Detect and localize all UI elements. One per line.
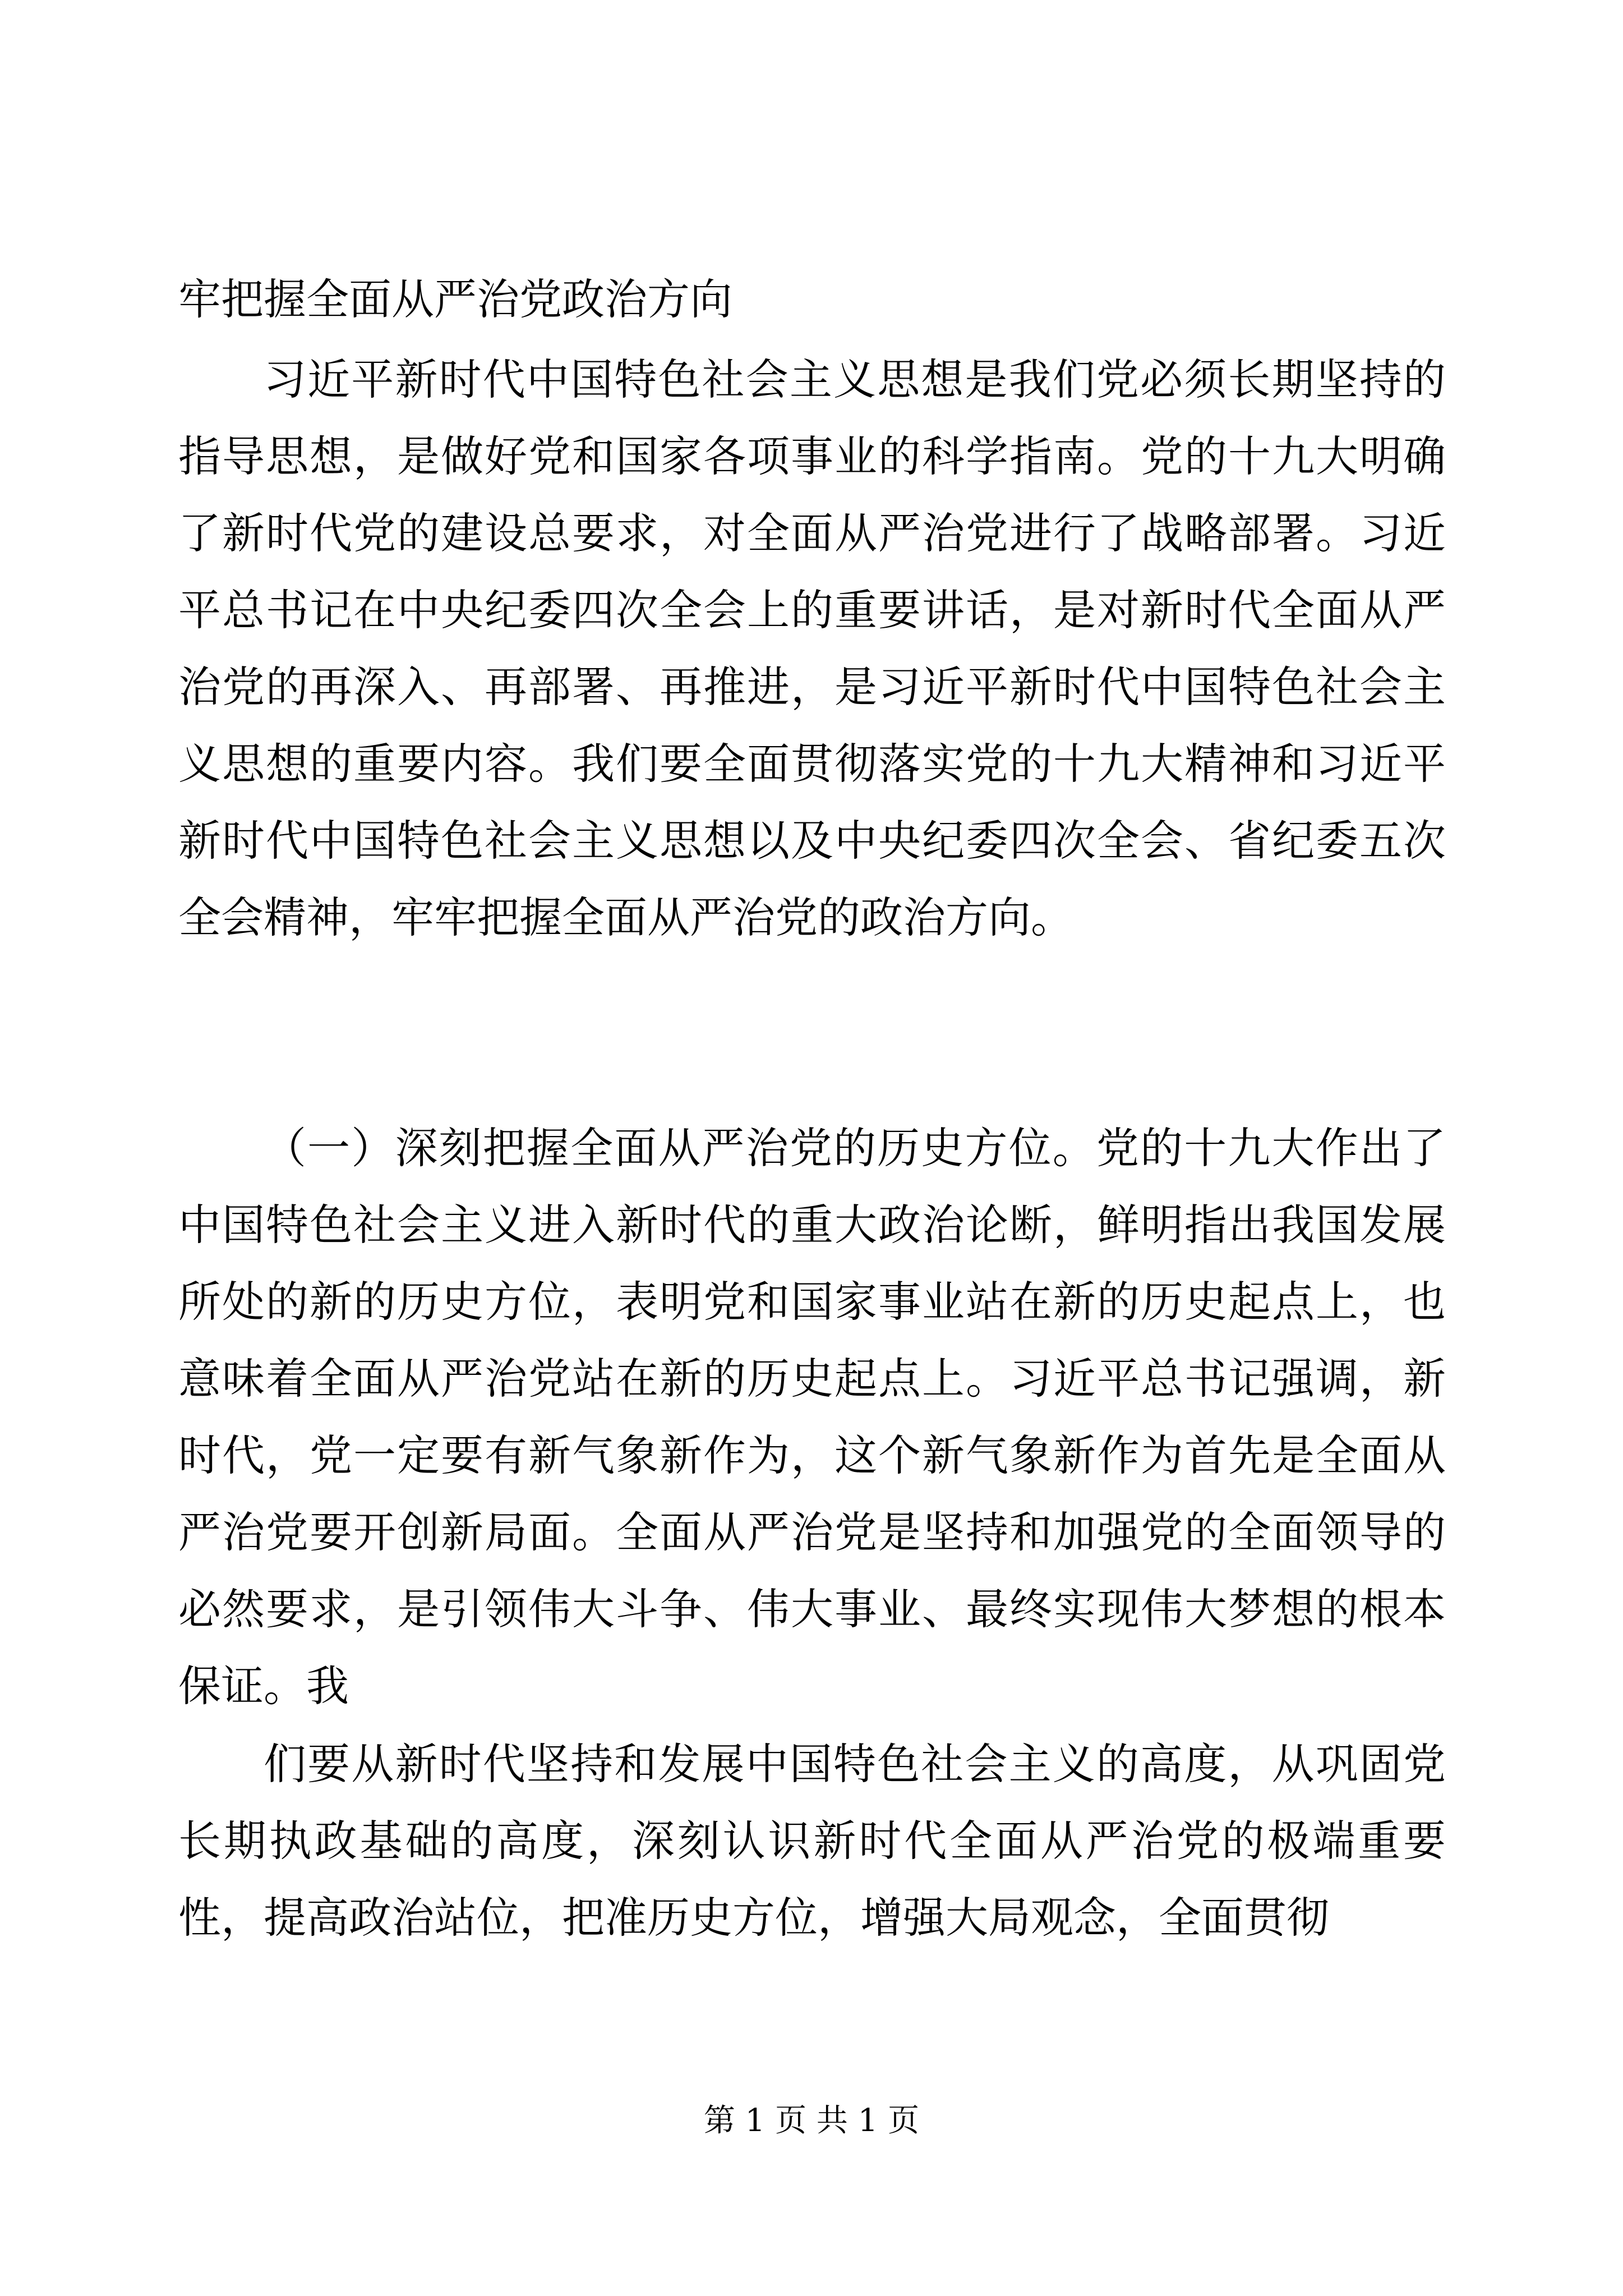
document-title: 牢把握全面从严治党政治方向 [178,274,732,324]
page-number-footer: 第 1 页 共 1 页 [703,2102,920,2139]
body-paragraph: （一）深刻把握全面从严治党的历史方位。党的十九大作出了中国特色社会主义进入新时代的重大政治论断，鲜明指出我国发展所处的新的历史方位，表明党和国家事业站在新的历史起点上，也意味着全面从严治党站在新的历史起点上。习近平总书记强调，新时代，党一定要有新气象新作为，这个新气象新作为首先是全面从严治党要开创新局面。全面从严治党是坚持和加强党的全面领导的必然要求，是引领伟大斗争、伟大事业、最终实现伟大梦想的根本保证。我 [178,1123,1446,1711]
body-paragraph: 习近平新时代中国特色社会主义思想是我们党必须长期坚持的指导思想，是做好党和国家各项事业的科学指南。党的十九大明确了新时代党的建设总要求，对全面从严治党进行了战略部署。习近平总书记在中央纪委四次全会上的重要讲话，是对新时代全面从严治党的再深入、再部署、再推进，是习近平新时代中国特色社会主义思想的重要内容。我们要全面贯彻落实党的十九大精神和习近平新时代中国特色社会主义思想以及中央纪委四次全会、省纪委五次全会精神，牢牢把握全面从严治党的政治方向。 [178,355,1446,942]
body-paragraph: 们要从新时代坚持和发展中国特色社会主义的高度，从巩固党长期执政基础的高度，深刻认识新时代全面从严治党的极端重要性，提高政治站位，把准历史方位，增强大局观念，全面贯彻 [178,1739,1446,1943]
